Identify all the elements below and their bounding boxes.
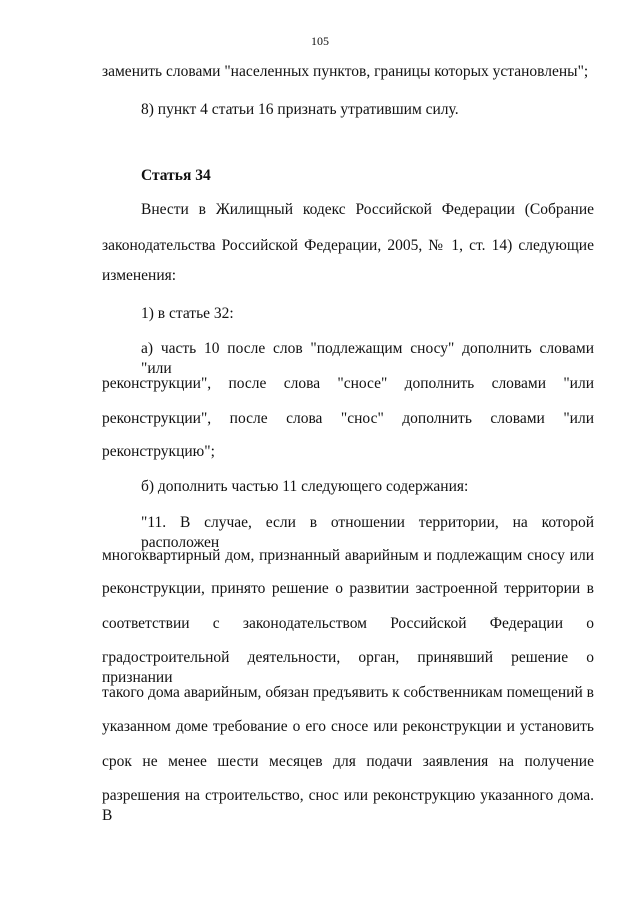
text-line: 1) в статье 32:: [141, 305, 234, 322]
text-line: а) часть 10 после слов "подлежащим сносу" дополнить словами "или: [141, 340, 594, 377]
article-heading: Статья 34: [141, 167, 211, 184]
text-line: соответствии с законодательством Российской Федерации о: [102, 615, 594, 632]
text-line: реконструкцию";: [102, 443, 215, 460]
text-line: реконструкции", после слова "сносе" дополнить словами "или: [102, 375, 594, 392]
page-number: 105: [311, 34, 329, 48]
text-line: "11. В случае, если в отношении территории, на которой расположен: [141, 514, 594, 551]
text-line: реконструкции, принято решение о развитии застроенной территории в: [102, 580, 594, 597]
text-line: реконструкции", после слова "снос" дополнить словами "или: [102, 410, 594, 427]
text-line: б) дополнить частью 11 следующего содержания:: [141, 478, 469, 495]
text-line: разрешения на строительство, снос или реконструкцию указанного дома. В: [102, 787, 594, 824]
text-line: срок не менее шести месяцев для подачи заявления на получение: [102, 753, 594, 770]
text-line: законодательства Российской Федерации, 2005, № 1, ст. 14) следующие: [102, 237, 594, 254]
text-line: изменения:: [102, 267, 177, 284]
text-line: многоквартирный дом, признанный аварийным и подлежащим сносу или: [102, 547, 594, 564]
text-line: указанном доме требование о его сносе или реконструкции и установить: [102, 718, 594, 735]
text-line: такого дома аварийным, обязан предъявить к собственникам помещений в: [102, 684, 594, 701]
text-line: градостроительной деятельности, орган, принявший решение о признании: [102, 649, 594, 686]
text-line: 8) пункт 4 статьи 16 признать утратившим силу.: [141, 101, 459, 118]
text-line: заменить словами "населенных пунктов, границы которых установлены";: [102, 63, 589, 80]
text-line: Внести в Жилищный кодекс Российской Федерации (Собрание: [141, 201, 594, 218]
